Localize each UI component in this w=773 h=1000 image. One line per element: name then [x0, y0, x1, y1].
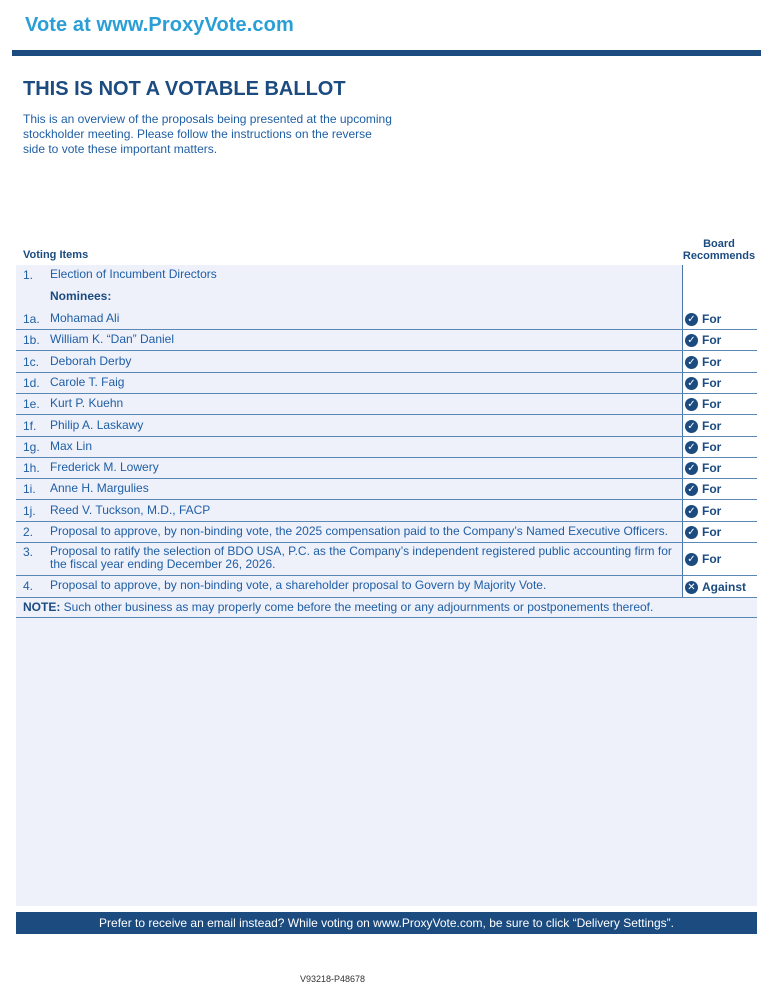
check-circle-icon: ✓ [685, 553, 698, 566]
board-recommendation [685, 552, 721, 566]
check-circle-icon: ✓ [685, 398, 698, 411]
item-number: 1d. [23, 376, 40, 390]
nominee-row [16, 309, 757, 330]
note-text: Such other business as may properly come before the meeting or any adjournments or postponements thereof. [60, 600, 654, 614]
nominees-label: Nominees: [50, 289, 112, 303]
item-number: 1c. [23, 355, 40, 369]
recommendation-label: For [702, 397, 722, 411]
recommendation-label: For [702, 355, 722, 369]
item-number: 1i. [23, 482, 36, 496]
board-recommends-label: Board Recommends [682, 238, 756, 262]
board-recommendation [685, 355, 721, 369]
recommendation-label: For [702, 552, 722, 566]
nominee-row [16, 352, 757, 373]
header-rule [12, 50, 761, 56]
item-text: Proposal to ratify the selection of BDO USA, P.C. as the Company’s independent registered public accounting firm for the fiscal year ending December 26, 2026. [50, 544, 672, 571]
nominee-row [16, 394, 757, 415]
recommendation-label: For [702, 333, 722, 347]
recommendation-label: For [702, 312, 722, 326]
item-text: William K. “Dan” Daniel [50, 332, 175, 346]
item-text: Proposal to approve, by non-binding vote, the 2025 compensation paid to the Company’s Named Executive Officers. [50, 524, 668, 538]
item-text: Philip A. Laskawy [50, 418, 144, 432]
item-number: 1g. [23, 440, 40, 454]
nominee-row [16, 416, 757, 437]
item-text: Frederick M. Lowery [50, 460, 159, 474]
item-text: Anne H. Margulies [50, 481, 149, 495]
proposal-row [16, 522, 757, 543]
proposal-row [16, 576, 757, 598]
recommendation-label: For [702, 376, 722, 390]
nominees-label-row [16, 290, 757, 308]
item-text: Kurt P. Kuehn [50, 396, 124, 410]
item-number: 1a. [23, 312, 40, 326]
page-title: THIS IS NOT A VOTABLE BALLOT [23, 78, 346, 100]
item-number: 1f. [23, 419, 37, 433]
board-recommendation [685, 525, 721, 539]
intro-text: This is an overview of the proposals being presented at the upcoming stockholder meeting. Please follow the instructions on the reverse side to vote these important matters. [23, 112, 392, 156]
recommendation-label: For [702, 419, 722, 433]
proxyvote-link[interactable]: Vote at www.ProxyVote.com [25, 14, 294, 36]
nominee-row [16, 437, 757, 458]
board-recommendation [685, 504, 721, 518]
board-recommendation [685, 482, 721, 496]
note-label: NOTE: [23, 600, 61, 614]
item-text: Proposal to approve, by non-binding vote, a shareholder proposal to Govern by Majority Vote. [50, 578, 547, 592]
item-text: Reed V. Tuckson, M.D., FACP [50, 503, 211, 517]
board-recommendation [685, 312, 721, 326]
recommendation-label: For [702, 461, 722, 475]
check-circle-icon: ✓ [685, 441, 698, 454]
item-1-row [16, 268, 757, 286]
x-circle-icon: ✕ [685, 581, 698, 594]
column-header-board-recommends [682, 238, 756, 262]
item-number: 2. [23, 525, 34, 539]
footer-email-banner: Prefer to receive an email instead? While voting on www.ProxyVote.com, be sure to click “Delivery Settings”. [16, 912, 757, 934]
recommendation-label: For [702, 525, 722, 539]
column-header-voting-items: Voting Items [23, 249, 89, 261]
proposal-row [16, 543, 757, 576]
nominee-row [16, 501, 757, 522]
item-number: 4. [23, 579, 34, 593]
check-circle-icon: ✓ [685, 462, 698, 475]
check-circle-icon: ✓ [685, 505, 698, 518]
item-number: 1b. [23, 333, 40, 347]
document-code: V93218-P48678 [300, 974, 366, 984]
check-circle-icon: ✓ [685, 420, 698, 433]
board-recommendation [685, 333, 721, 347]
recommendation-label: For [702, 440, 722, 454]
board-recommendation [685, 580, 746, 594]
item-text: Mohamad Ali [50, 311, 120, 325]
check-circle-icon: ✓ [685, 377, 698, 390]
recommendation-label: For [702, 504, 722, 518]
item-number: 1e. [23, 397, 40, 411]
check-circle-icon: ✓ [685, 356, 698, 369]
item-number: 1. [23, 268, 34, 282]
item-text: Carole T. Faig [50, 375, 125, 389]
check-circle-icon: ✓ [685, 526, 698, 539]
item-text: Max Lin [50, 439, 93, 453]
check-circle-icon: ✓ [685, 313, 698, 326]
item-number: 1h. [23, 461, 40, 475]
nominee-row [16, 330, 757, 351]
note-row [16, 598, 757, 618]
check-circle-icon: ✓ [685, 334, 698, 347]
item-number: 1j. [23, 504, 36, 518]
board-recommendation [685, 376, 721, 390]
nominee-row [16, 373, 757, 394]
recommendation-label: Against [702, 580, 747, 594]
board-recommendation [685, 440, 721, 454]
board-recommendation [685, 461, 721, 475]
item-number: 3. [23, 545, 34, 559]
item-text: Election of Incumbent Directors [50, 267, 217, 281]
nominee-row [16, 479, 757, 500]
board-recommendation [685, 419, 721, 433]
check-circle-icon: ✓ [685, 483, 698, 496]
nominee-row [16, 458, 757, 479]
recommendation-label: For [702, 482, 722, 496]
item-text: Deborah Derby [50, 354, 132, 368]
board-recommendation [685, 397, 721, 411]
